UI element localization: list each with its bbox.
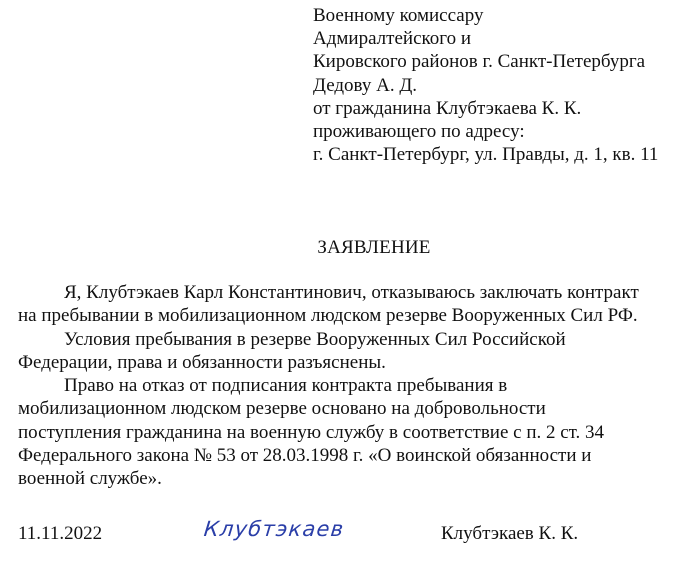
addressee-line-district-1: Адмиралтейского и (313, 28, 472, 50)
sender-line-address: г. Санкт-Петербург, ул. Правды, д. 1, кв. 11 (313, 144, 659, 166)
sender-line-address-label: проживающего по адресу: (313, 121, 525, 143)
sender-line-name: от гражданина Клубтэкаева К. К. (313, 97, 582, 119)
document-body (18, 281, 690, 491)
signatory-name: Клубтэкаев К. К. (441, 523, 579, 544)
addressee-line-district-2: Кировского районов г. Санкт-Петербурга (313, 51, 646, 73)
paragraph-1-line-1: Я, Клубтэкаев Карл Константинович, отказываюсь заключать контракт (64, 282, 639, 303)
handwritten-signature: Клубтэкаев (202, 517, 346, 541)
paragraph-2-line-2: Федерации, права и обязанности разъяснены. (18, 351, 386, 373)
paragraph-3-line-3: поступления гражданина на военную службу в соответствие с п. 2 ст. 34 (18, 421, 605, 443)
paragraph-3-line-5: военной службе». (18, 468, 162, 490)
document-title: ЗАЯВЛЕНИЕ (317, 237, 431, 258)
addressee-block (313, 4, 658, 166)
signature-date: 11.11.2022 (18, 523, 103, 544)
paragraph-3-line-2: мобилизационном людском резерве основано на добровольности (18, 398, 546, 420)
paragraph-3-line-4: Федерального закона № 53 от 28.03.1998 г. «О воинской обязанности и (18, 445, 592, 467)
addressee-line-name: Дедову А. Д. (313, 74, 418, 96)
addressee-line-commissar: Военному комиссару (313, 5, 484, 26)
paragraph-1-line-2: на пребывании в мобилизационном людском резерве Вооруженных Сил РФ. (18, 305, 638, 327)
paragraph-2-line-1: Условия пребывания в резерве Вооруженных Сил Российской (64, 328, 566, 350)
paragraph-3-line-1: Право на отказ от подписания контракта пребывания в (64, 375, 508, 397)
